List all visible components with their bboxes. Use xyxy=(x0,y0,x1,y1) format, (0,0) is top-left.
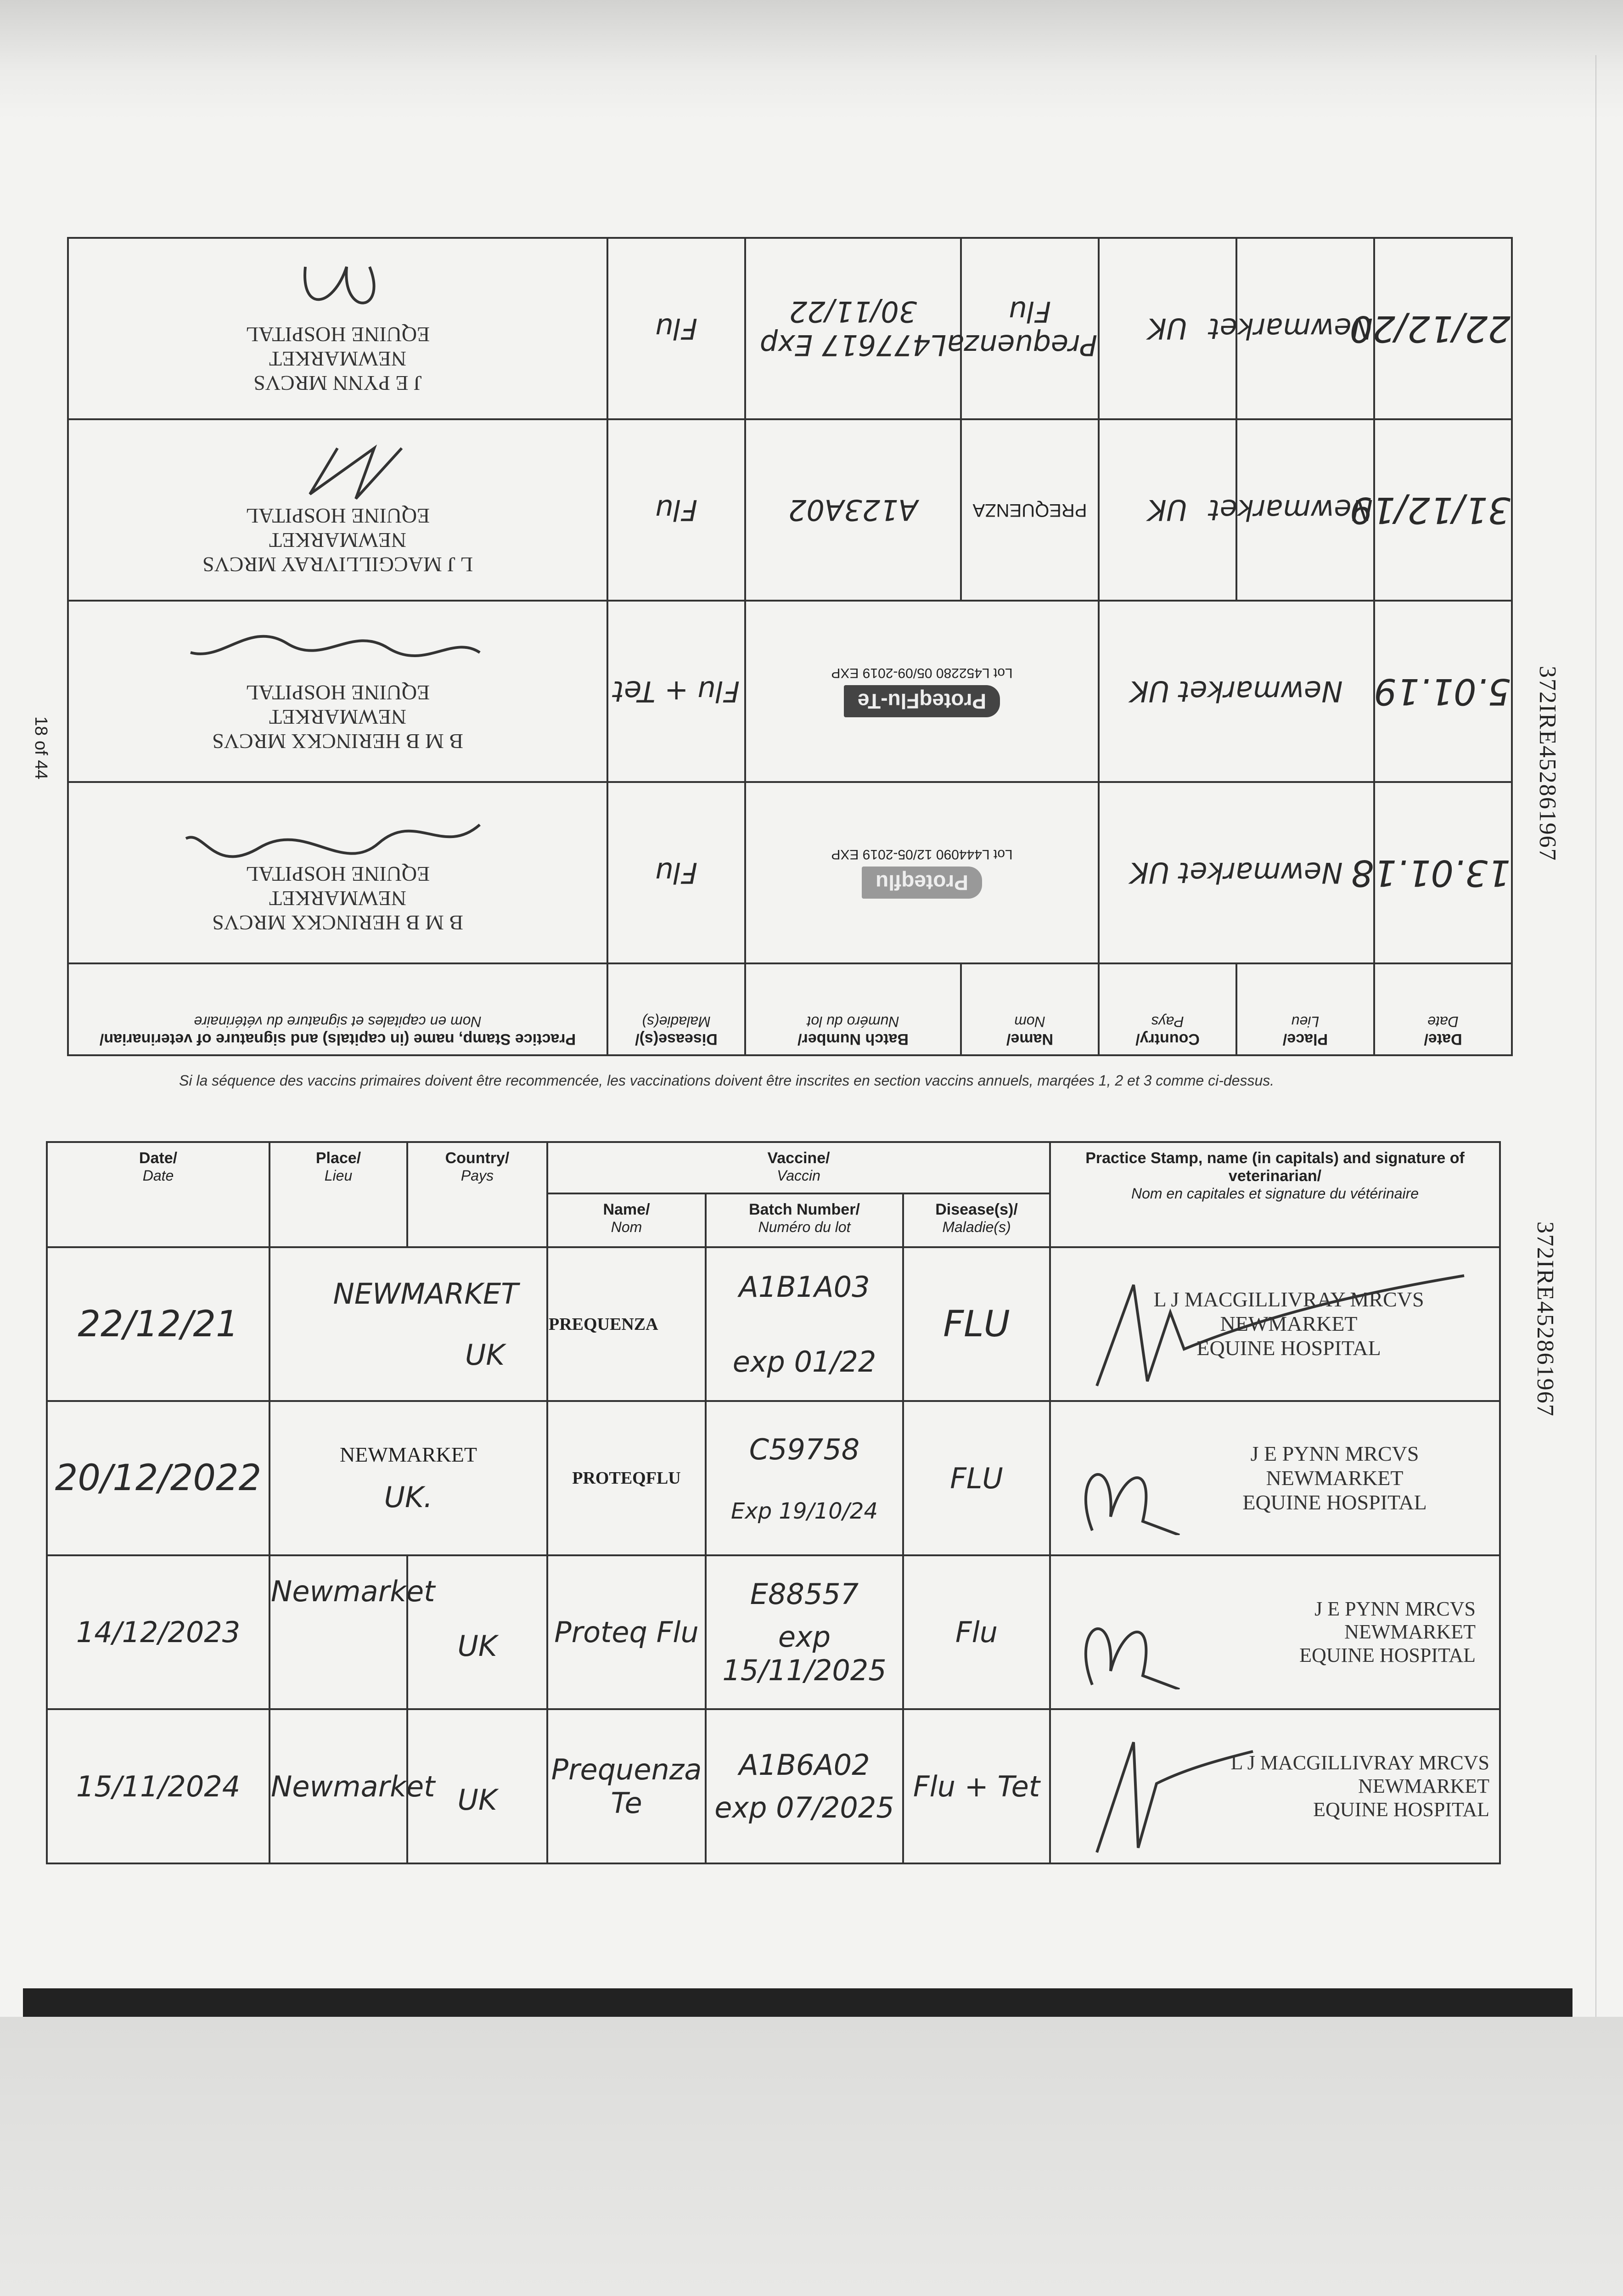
lower-country: UK xyxy=(407,1555,547,1710)
upper-name: Prequenza Flu xyxy=(961,238,1099,419)
signature xyxy=(246,444,430,503)
upper-disease: Flu xyxy=(607,782,745,963)
batch-expiry: exp 07/2025 xyxy=(714,1791,894,1825)
batch-number: E88557 xyxy=(750,1577,859,1611)
lower-stamp xyxy=(1050,1555,1500,1710)
lower-disease: Flu xyxy=(903,1555,1050,1710)
stamp-line: B M B HERINCKX MRCVS xyxy=(212,911,463,934)
header-disease: Disease(s)/ Maladie(s) xyxy=(903,1193,1050,1247)
upper-row-2 xyxy=(68,601,1512,782)
upper-place: Newmarket xyxy=(1236,238,1374,419)
upper-vaccination-table xyxy=(69,239,1513,1056)
upper-vaccine-label xyxy=(745,782,1099,963)
page-number-text: 18 of 44 xyxy=(31,716,51,780)
lower-name: PROTEQFLU xyxy=(547,1401,706,1555)
page-edge xyxy=(1595,55,1596,2296)
lower-stamp xyxy=(1050,1401,1500,1555)
stamp-line: L J MACGILLIVRAY MRCVS xyxy=(1153,1288,1424,1311)
upper-row-3 xyxy=(68,419,1512,601)
lower-country: UK. xyxy=(384,1480,433,1514)
sticker-lot: Lot L444090 12/05-2019 EXP xyxy=(831,847,1013,862)
lower-date: 22/12/21 xyxy=(47,1247,270,1401)
stamp-line: EQUINE HOSPITAL xyxy=(1242,1490,1427,1514)
upper-date: 22/12/20 xyxy=(1374,238,1512,419)
header-name: Name/ Nom xyxy=(547,1193,706,1247)
lower-name: Prequenza Te xyxy=(547,1709,706,1863)
stamp-line: NEWMARKET xyxy=(269,886,406,910)
header-country: Country/ Pays xyxy=(407,1142,547,1247)
batch-number: A1B6A02 xyxy=(739,1748,870,1782)
upper-stamp xyxy=(68,238,607,419)
stamp-line: EQUINE HOSPITAL xyxy=(1196,1336,1381,1360)
lower-date: 14/12/2023 xyxy=(47,1555,270,1710)
upper-stamp xyxy=(68,419,607,601)
stamp-line: NEWMARKET xyxy=(1344,1621,1476,1643)
stamp-line: NEWMARKET xyxy=(269,528,406,552)
stamp-line: NEWMARKET xyxy=(1266,1466,1404,1490)
upper-country: UK xyxy=(1099,419,1236,601)
upper-date: 31/12/19 xyxy=(1374,419,1512,601)
lower-date: 20/12/2022 xyxy=(47,1401,270,1555)
signature xyxy=(177,630,499,680)
lower-batch xyxy=(706,1401,903,1555)
upper-row-4 xyxy=(68,238,1512,419)
lower-place-country xyxy=(270,1401,547,1555)
signature xyxy=(1065,1598,1184,1689)
header-place: Place/ Lieu xyxy=(270,1142,407,1247)
lower-place: NEWMARKET xyxy=(340,1443,477,1467)
lower-header-row-1 xyxy=(47,1142,1500,1193)
stamp-line: EQUINE HOSPITAL xyxy=(245,504,430,528)
header-country: Country/ Pays xyxy=(1099,963,1236,1055)
header-date: Date/ Date xyxy=(47,1142,270,1247)
upper-stamp xyxy=(68,782,607,963)
signature xyxy=(1078,1257,1473,1390)
lower-place: NEWMARKET xyxy=(333,1277,518,1311)
scan-shadow-bottom xyxy=(23,1988,1572,2017)
upper-country: UK xyxy=(1099,238,1236,419)
stamp-line: NEWMARKET xyxy=(1220,1312,1358,1336)
upper-place: Newmarket xyxy=(1236,419,1374,601)
header-name: Name/ Nom xyxy=(961,963,1099,1055)
batch-expiry: Exp 19/10/24 xyxy=(730,1498,878,1524)
upper-name: PREQUENZA xyxy=(961,419,1099,601)
upper-place: Newmarket UK xyxy=(1099,782,1374,963)
lower-place: Newmarket xyxy=(270,1555,407,1710)
header-batch: Batch Number/ Numéro du lot xyxy=(745,963,961,1055)
lower-stamp xyxy=(1050,1709,1500,1863)
stamp-line: NEWMARKET xyxy=(269,347,406,371)
lower-batch xyxy=(706,1709,903,1863)
lower-name: Proteq Flu xyxy=(547,1555,706,1710)
signature xyxy=(269,262,407,322)
header-place: Place/ Lieu xyxy=(1236,963,1374,1055)
signature xyxy=(1078,1715,1262,1857)
lower-row-1 xyxy=(47,1247,1500,1401)
upper-date: 5.01.19 xyxy=(1374,601,1512,782)
batch-number: A1B1A03 xyxy=(739,1270,870,1304)
stamp-line: J E PYNN MRCVS xyxy=(1314,1597,1476,1620)
stamp-line: NEWMARKET xyxy=(269,705,406,729)
upper-row-1 xyxy=(68,782,1512,963)
upper-place: Newmarket UK xyxy=(1099,601,1374,782)
stamp-line: B M B HERINCKX MRCVS xyxy=(212,729,463,753)
lower-place-country xyxy=(270,1247,547,1401)
lower-vaccination-table xyxy=(46,1141,1499,1864)
upper-disease: Flu + Tet xyxy=(607,601,745,782)
stamp-line: EQUINE HOSPITAL xyxy=(245,681,430,705)
page-number xyxy=(28,716,55,790)
vaccine-sticker: Proteqflu xyxy=(862,867,982,899)
stamp-line: J E PYNN MRCVS xyxy=(1250,1441,1419,1465)
upper-disease: Flu xyxy=(607,419,745,601)
lower-batch xyxy=(706,1555,903,1710)
header-practice: Practice Stamp, name (in capitals) and signature of veterinarian/ Nom en capitales et signature du vétérinaire xyxy=(1050,1142,1500,1247)
upper-batch: A123A02 xyxy=(745,419,961,601)
lower-row-4 xyxy=(47,1709,1500,1863)
stamp-line: EQUINE HOSPITAL xyxy=(245,862,430,886)
document-id-upper: 372IRE452861967 xyxy=(1534,666,1561,861)
lower-disease: FLU xyxy=(903,1401,1050,1555)
header-batch: Batch Number/ Numéro du lot xyxy=(706,1193,903,1247)
lower-country: UK xyxy=(407,1709,547,1863)
lower-name: PREQUENZA xyxy=(547,1247,706,1401)
signature xyxy=(177,811,499,861)
header-date: Date/ Date xyxy=(1374,963,1512,1055)
stamp-line: J E PYNN MRCVS xyxy=(253,371,422,395)
lower-batch xyxy=(706,1247,903,1401)
stamp-line: EQUINE HOSPITAL xyxy=(245,323,430,347)
header-disease: Disease(s)/ Maladie(s) xyxy=(607,963,745,1055)
batch-number: C59758 xyxy=(749,1432,860,1466)
lower-date: 15/11/2024 xyxy=(47,1709,270,1863)
lower-country: UK xyxy=(465,1338,505,1372)
lower-table xyxy=(46,1141,1501,1864)
scan-grey-area xyxy=(0,2017,1623,2296)
lower-row-3 xyxy=(47,1555,1500,1710)
stamp-line: L J MACGILLIVRAY MRCVS xyxy=(1230,1751,1490,1774)
batch-expiry: exp 15/11/2025 xyxy=(722,1620,887,1688)
lower-place: Newmarket xyxy=(270,1709,407,1863)
scan-shadow-top xyxy=(0,0,1623,119)
upper-date: 13.01.18 xyxy=(1374,782,1512,963)
lower-stamp xyxy=(1050,1247,1500,1401)
stamp-line: EQUINE HOSPITAL xyxy=(1313,1798,1490,1821)
signature xyxy=(1065,1443,1184,1535)
stamp-line: NEWMARKET xyxy=(1358,1774,1490,1797)
upper-stamp xyxy=(68,601,607,782)
vaccine-sticker: ProteqFlu-Te xyxy=(844,686,1000,718)
lower-row-2 xyxy=(47,1401,1500,1555)
header-practice: Practice Stamp, name (in capitals) and signature of veterinarian/ Nom en capitales et signature du vétérinaire xyxy=(68,963,607,1055)
sticker-lot: Lot L452280 05/09-2019 EXP xyxy=(831,665,1013,681)
upper-vaccine-label xyxy=(745,601,1099,782)
lower-disease: FLU xyxy=(903,1247,1050,1401)
stamp-line: EQUINE HOSPITAL xyxy=(1299,1643,1476,1666)
lower-disease: Flu + Tet xyxy=(903,1709,1050,1863)
instruction-note: Si la séquence des vaccins primaires doivent être recommencée, les vaccinations doivent être inscrites en section vaccins annuels, marqées 1, 2 et 3 comme ci-dessus. xyxy=(179,1072,1275,1089)
header-vaccine: Vaccine/ Vaccin xyxy=(547,1142,1050,1193)
upper-batch: L477617 Exp 30/11/22 xyxy=(745,238,961,419)
upper-header-row xyxy=(68,963,1512,1055)
upper-table xyxy=(67,237,1513,1056)
document-id-lower: 372IRE452861967 xyxy=(1532,1221,1558,1417)
stamp-line: L J MACGILLIVRAY MRCVS xyxy=(202,552,473,576)
upper-disease: Flu xyxy=(607,238,745,419)
batch-expiry: exp 01/22 xyxy=(732,1345,876,1379)
